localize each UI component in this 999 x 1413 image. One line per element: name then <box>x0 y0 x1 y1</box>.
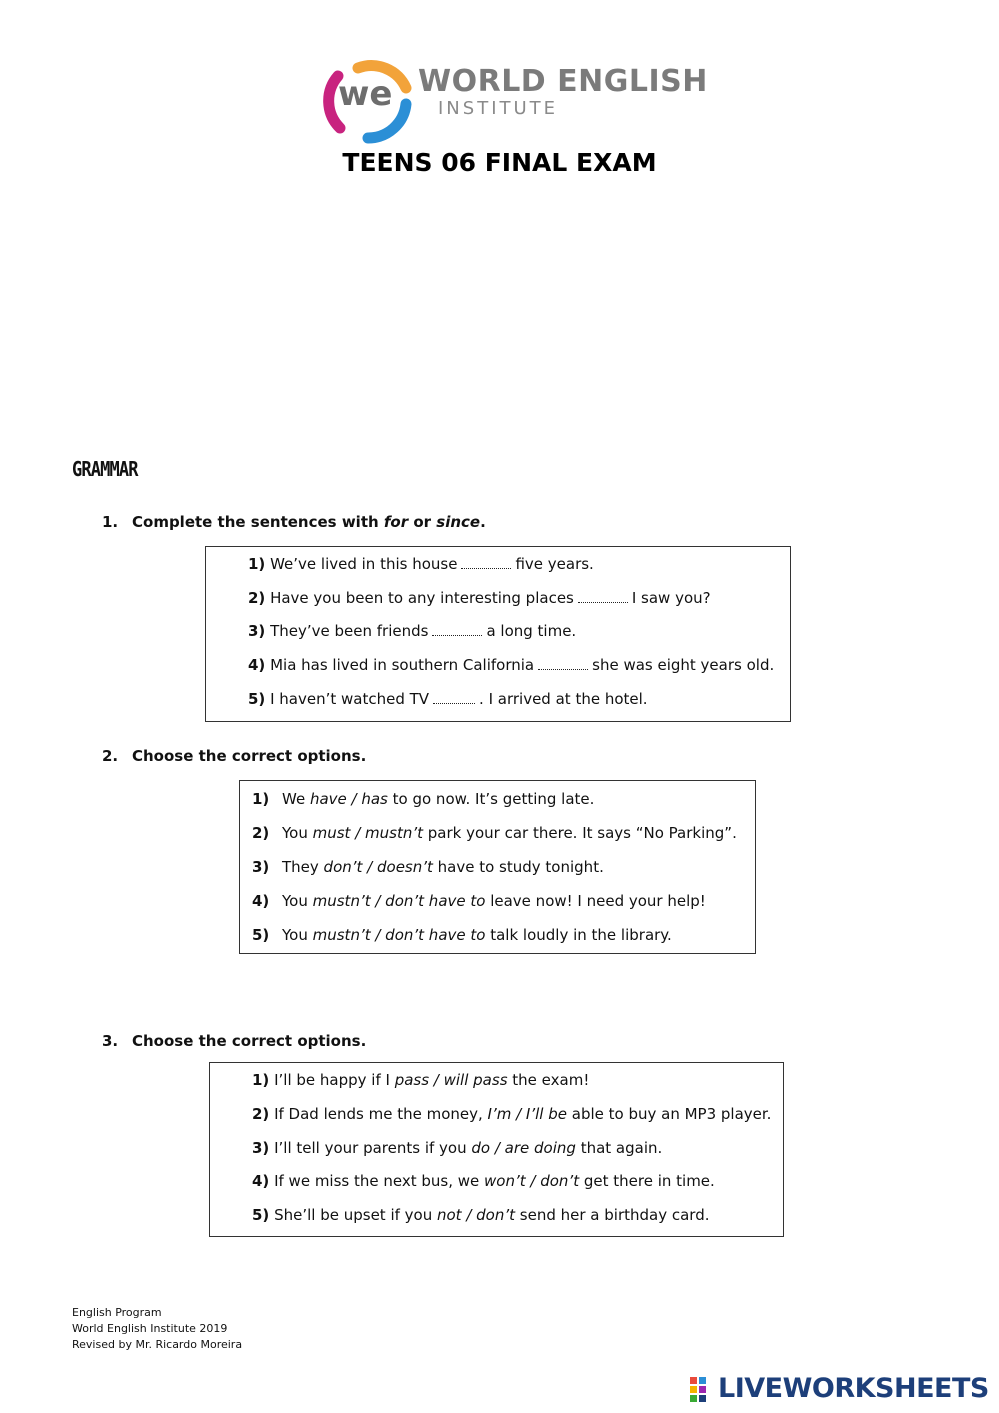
question-number: 3. <box>102 1032 119 1050</box>
watermark-text: LIVEWORKSHEETS <box>718 1373 989 1404</box>
question-instruction: Complete the sentences with for or since. <box>132 513 486 531</box>
list-item: 5) You mustn’t / don’t have to talk loudly in the library. <box>252 926 672 944</box>
option-choice[interactable]: don’t / doesn’t <box>323 858 433 876</box>
list-item: 1) We have / has to go now. It’s getting late. <box>252 790 595 808</box>
list-item: 5) She’ll be upset if you not / don’t send her a birthday card. <box>252 1206 710 1224</box>
footer-line: English Program <box>72 1306 162 1319</box>
page-footer <box>72 1305 242 1353</box>
option-choice[interactable]: not / don’t <box>437 1206 516 1224</box>
answer-blank[interactable] <box>538 657 588 670</box>
answer-blank[interactable] <box>578 590 628 603</box>
list-item: 1) I’ll be happy if I pass / will pass the exam! <box>252 1071 590 1089</box>
list-item: 3) They’ve been friends a long time. <box>248 622 577 640</box>
question-instruction: Choose the correct options. <box>132 1032 367 1050</box>
answer-blank[interactable] <box>461 556 511 569</box>
list-item: 3) I’ll tell your parents if you do / are doing that again. <box>252 1139 663 1157</box>
list-item: 2) You must / mustn’t park your car there. It says “No Parking”. <box>252 824 737 842</box>
footer-line: World English Institute 2019 <box>72 1322 228 1335</box>
answer-blank[interactable] <box>432 623 482 636</box>
question-3-box <box>209 1062 784 1237</box>
list-item: 4) You mustn’t / don’t have to leave now! I need your help! <box>252 892 706 910</box>
option-choice[interactable]: won’t / don’t <box>484 1172 580 1190</box>
list-item: 1) We’ve lived in this house five years. <box>248 555 594 573</box>
option-choice[interactable]: mustn’t / don’t have to <box>312 892 486 910</box>
logo-name: WORLD ENGLISH <box>418 64 708 99</box>
question-1-heading <box>102 513 602 533</box>
question-instruction: Choose the correct options. <box>132 747 367 765</box>
answer-blank[interactable] <box>433 691 475 704</box>
logo-mark: we <box>338 74 393 114</box>
question-1-box <box>205 546 791 722</box>
question-number: 2. <box>102 747 119 765</box>
question-number: 1. <box>102 513 119 531</box>
option-choice[interactable]: have / has <box>309 790 388 808</box>
liveworksheets-logo-icon <box>690 1377 714 1403</box>
option-choice[interactable]: mustn’t / don’t have to <box>312 926 486 944</box>
question-2-box <box>239 780 756 954</box>
liveworksheets-watermark <box>690 1373 990 1407</box>
list-item: 4) Mia has lived in southern California she was eight years old. <box>248 656 775 674</box>
list-item: 2) If Dad lends me the money, I’m / I’ll be able to buy an MP3 player. <box>252 1105 772 1123</box>
list-item: 2) Have you been to any interesting places I saw you? <box>248 589 711 607</box>
list-item: 4) If we miss the next bus, we won’t / don’t get there in time. <box>252 1172 715 1190</box>
logo-subtitle: INSTITUTE <box>438 98 559 119</box>
question-2-heading <box>102 747 602 767</box>
list-item: 5) I haven’t watched TV . I arrived at the hotel. <box>248 690 648 708</box>
option-choice[interactable]: must / mustn’t <box>312 824 424 842</box>
institute-logo <box>318 46 708 146</box>
exam-title: TEENS 06 FINAL EXAM <box>342 148 657 177</box>
question-3-heading <box>102 1032 602 1052</box>
section-heading: GRAMMAR <box>72 457 138 481</box>
list-item: 3) They don’t / doesn’t have to study tonight. <box>252 858 604 876</box>
option-choice[interactable]: pass / will pass <box>394 1071 508 1089</box>
option-choice[interactable]: I’m / I’ll be <box>487 1105 567 1123</box>
footer-line: Revised by Mr. Ricardo Moreira <box>72 1338 243 1351</box>
option-choice[interactable]: do / are doing <box>471 1139 576 1157</box>
